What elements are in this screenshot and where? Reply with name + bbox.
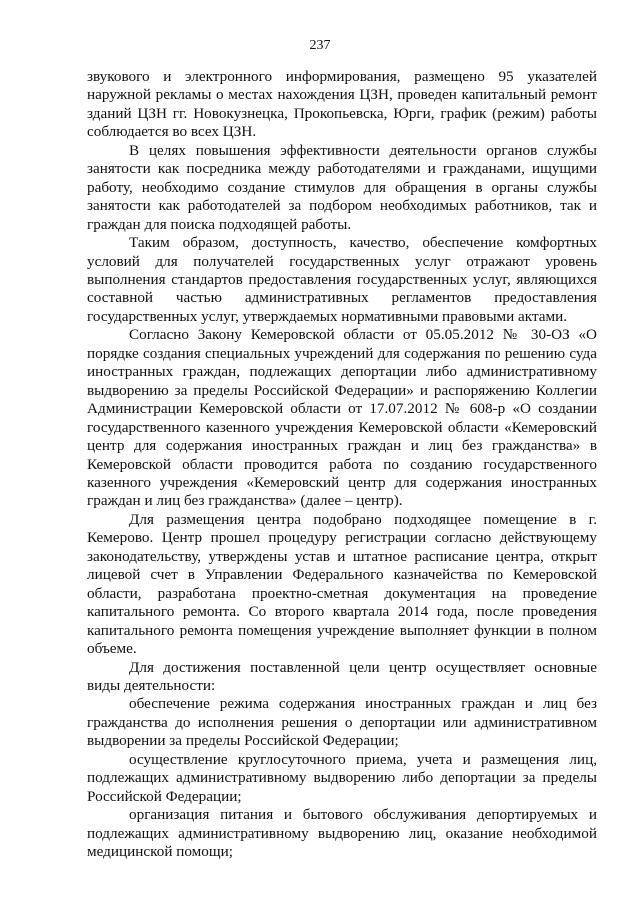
list-item: организация питания и бытового обслуживания депортируемых и подлежащих административному выдворению лиц, оказание необходимой медицинской помощи; <box>87 806 597 861</box>
paragraph: Для размещения центра подобрано подходящее помещение в г. Кемерово. Центр прошел процедуру регистрации согласно действующему законодательству, утверждены устав и штатное расписание центра, открыт лицевой счет в Управлении Федерального казначейства по Кемеровской области, разработана проектно-сметная документация на проведение капитального ремонта. Со второго квартала 2014 года, после проведения капитального ремонта помещения учреждение выполняет функции в полном объеме. <box>87 510 597 658</box>
paragraph: Таким образом, доступность, качество, обеспечение комфортных условий для получателей государственных услуг отражают уровень выполнения стандартов предоставления государственных услуг, являющихся составной частью административных регламентов предоставления государственных услуг, утверждаемых нормативными правовыми актами. <box>87 234 597 325</box>
document-body <box>87 68 597 861</box>
paragraph: Для достижения поставленной цели центр осуществляет основные виды деятельности: <box>87 658 597 694</box>
paragraph-continuation: звукового и электронного информирования, размещено 95 указателей наружной рекламы о местах нахождения ЦЗН, проведен капитальный ремонт зданий ЦЗН гг. Новокузнецка, Прокопьевска, Юрги, график (режим) работы соблюдается во всех ЦЗН. <box>87 68 597 141</box>
paragraph: В целях повышения эффективности деятельности органов службы занятости как посредника между работодателями и гражданами, ищущими работу, необходимо создание стимулов для обращения в органы службы занятости как работодателей за подбором необходимых работников, так и граждан для поиска подходящей работы. <box>87 141 597 233</box>
list-item: обеспечение режима содержания иностранных граждан и лиц без гражданства до исполнения решения о депортации или административном выдворении за пределы Российской Федерации; <box>87 695 597 750</box>
page-number: 237 <box>309 38 331 53</box>
paragraph: Согласно Закону Кемеровской области от 05.05.2012 № 30-ОЗ «О порядке создания специальных учреждений для содержания по решению суда иностранных граждан, подлежащих депортации либо административному выдворению за пределы Российской Федерации» и распоряжению Коллегии Администрации Кемеровской области от 17.07.2012 № 608-р «О создании государственного казенного учреждения Кемеровской области «Кемеровский центр для содержания иностранных граждан и лиц без гражданства» в Кемеровской области проводится работа по созданию государственного казенного учреждения «Кемеровский центр для содержания иностранных граждан и лиц без гражданства» (далее – центр). <box>87 326 597 510</box>
list-item: осуществление круглосуточного приема, учета и размещения лиц, подлежащих административному выдворению либо депортации за пределы Российской Федерации; <box>87 750 597 805</box>
